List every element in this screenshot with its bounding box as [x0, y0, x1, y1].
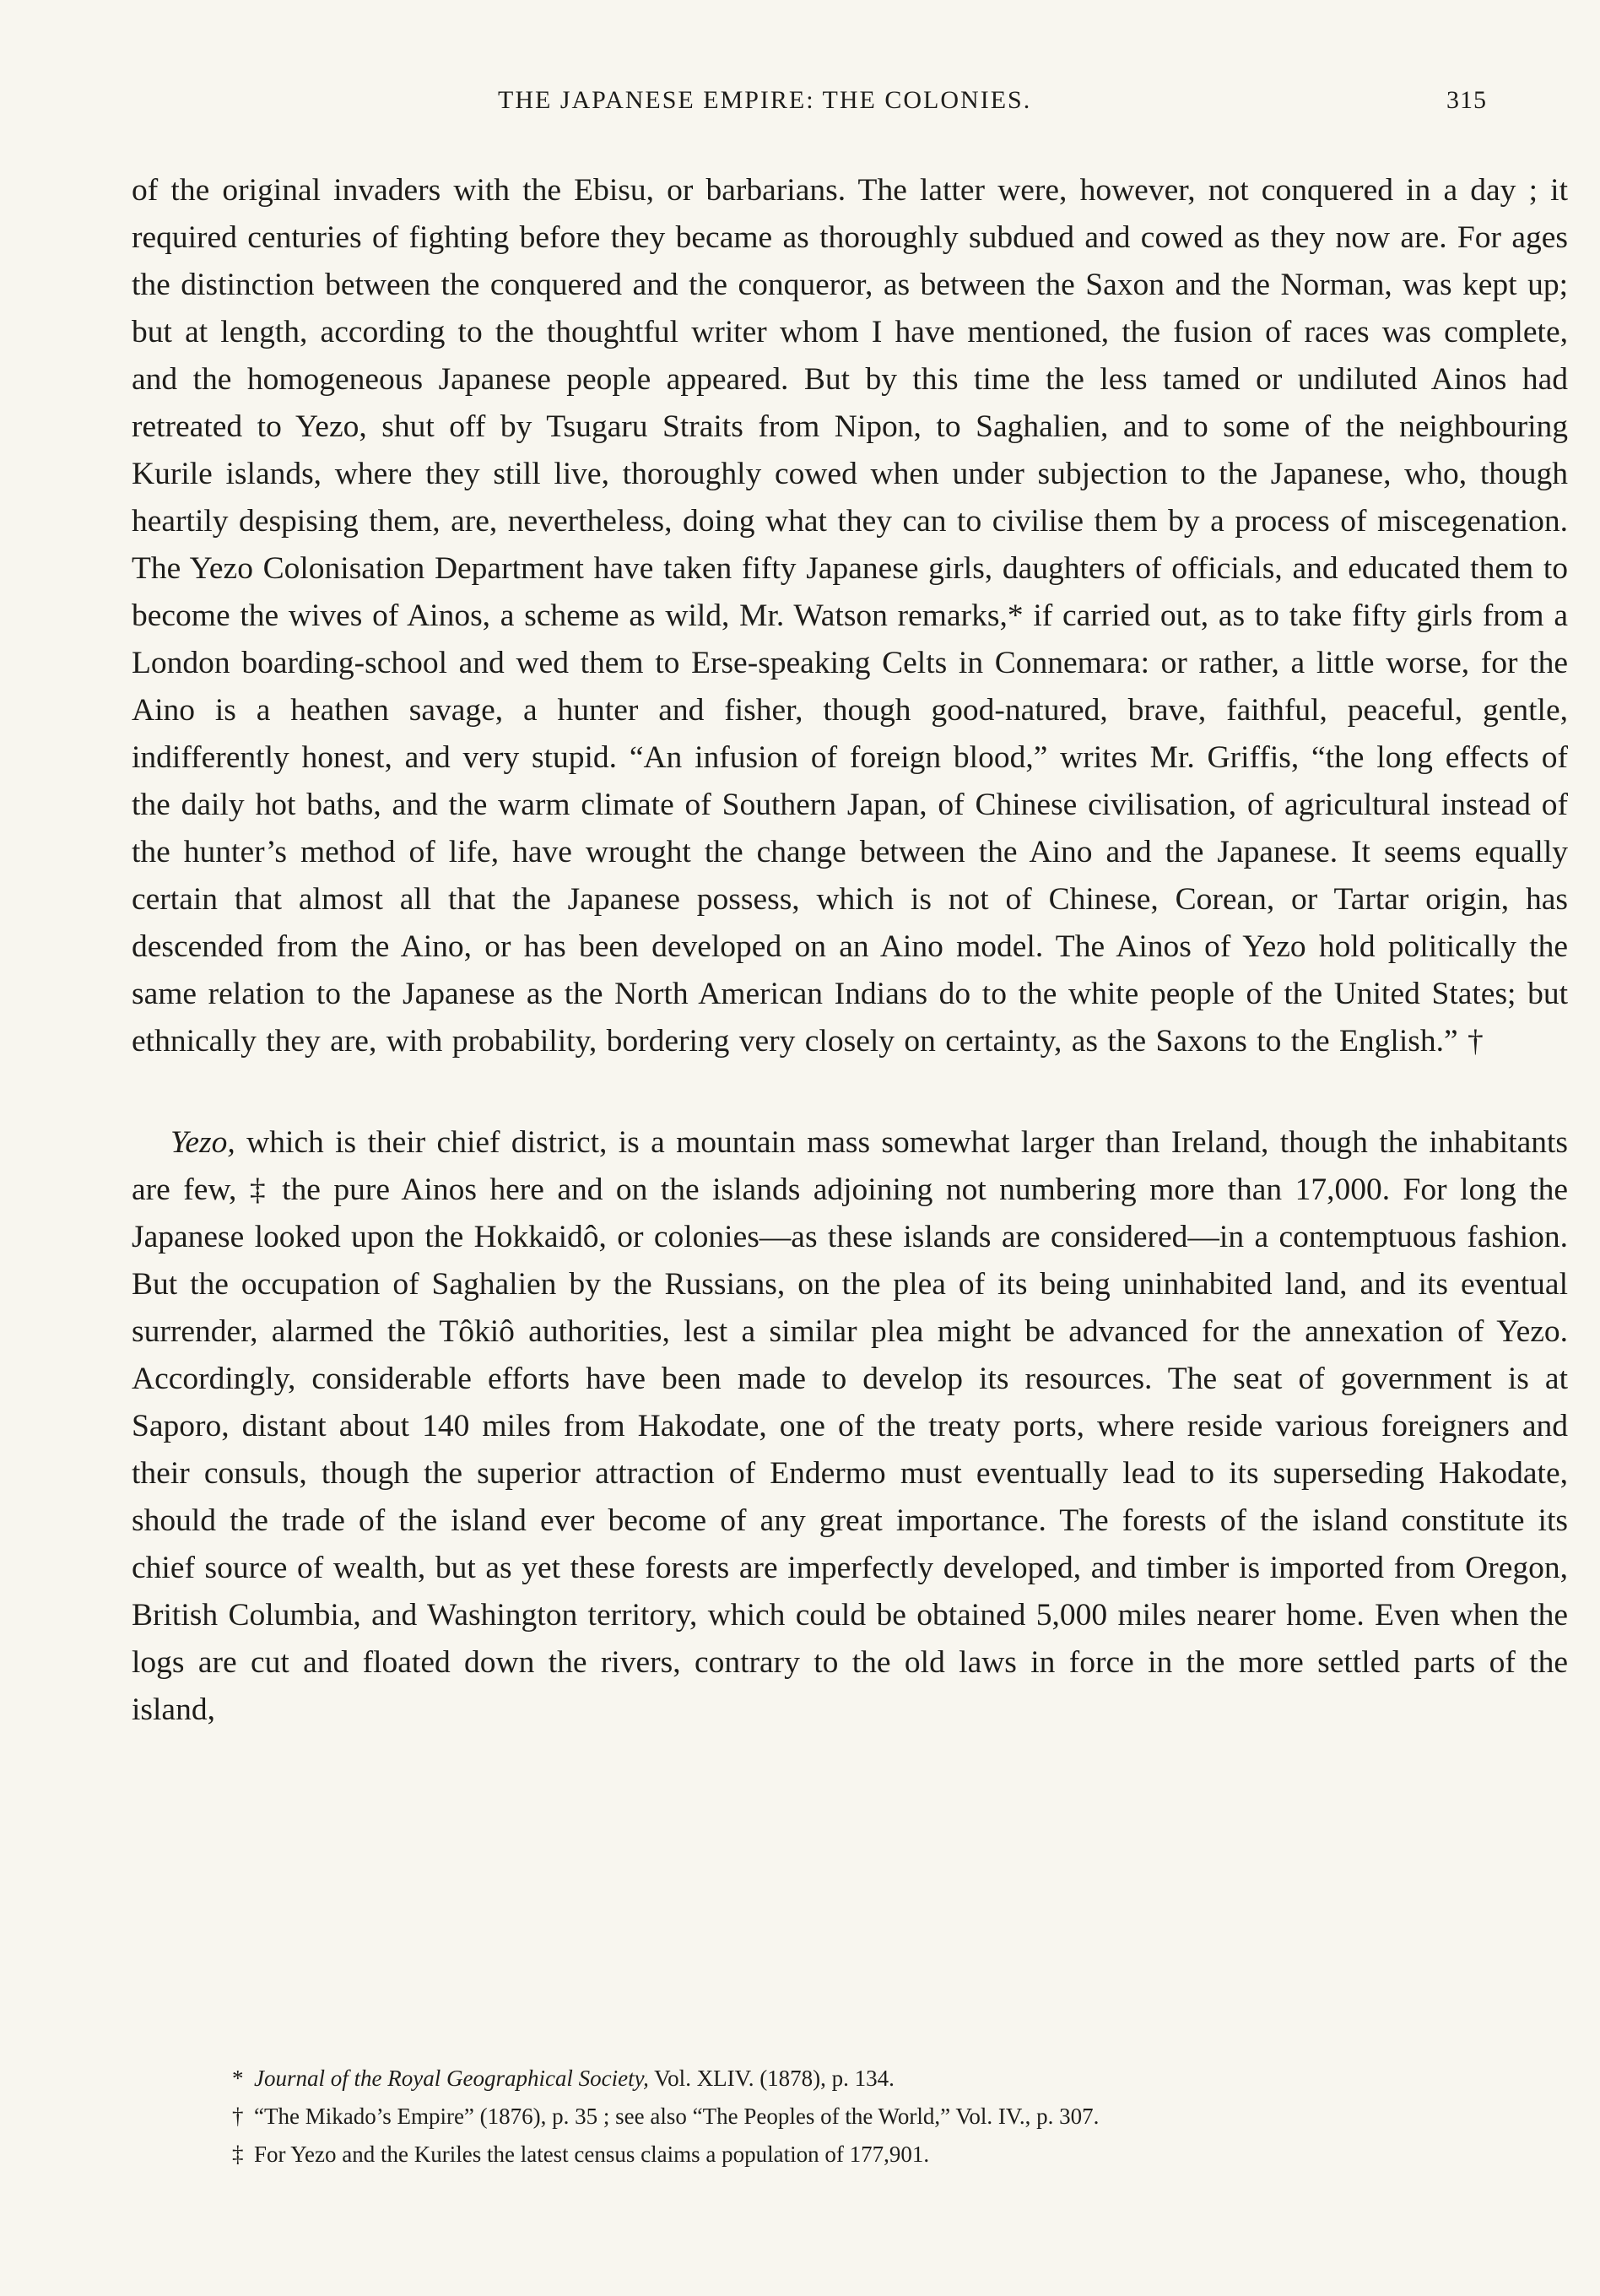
footnote-text: Vol. XLIV. (1878), p. 134.	[648, 2066, 895, 2091]
paragraph-2-text: which is their chief district, is a mountain mass somewhat larger than Ireland, though the inhabitants are few, ‡ the pure Ainos here and on the islands adjoining not numbering more than 17,000. For long the Japanese looked upon the Hokkaidô, or colonies—as these islands are considered—in a contemptuous fashion. But the occupation of Saghalien by the Russians, on the plea of its being uninhabited land, and its eventual surrender, alarmed the Tôkiô authorities, lest a similar plea might be advanced for the annexation of Yezo. Accordingly, considerable efforts have been made to develop its resources. The seat of government is at Saporo, distant about 140 miles from Hakodate, one of the treaty ports, where reside various foreigners and their consuls, though the superior attraction of Endermo must eventually lead to its superseding Hakodate, should the trade of the island ever become of any great importance. The forests of the island constitute its chief source of wealth, but as yet these forests are imperfectly developed, and timber is imported from Oregon, British Columbia, and Washington territory, which could be obtained 5,000 miles nearer home. Even when the logs are cut and floated down the rivers, contrary to the old laws in force in the more settled parts of the island,	[132, 1125, 1568, 1727]
footnote-mark: ‡	[232, 2142, 244, 2167]
chapter-title: THE JAPANESE EMPIRE: THE COLONIES.	[498, 86, 1032, 114]
footnote-mark: †	[232, 2104, 244, 2129]
footnotes	[232, 2060, 1565, 2174]
page-number: 315	[1446, 86, 1487, 114]
footnote-1	[232, 2060, 1565, 2098]
running-header	[498, 86, 1511, 120]
paragraph-2	[132, 1119, 1568, 1734]
footnote-source: Journal of the Royal Geographical Society,	[254, 2066, 649, 2091]
footnote-text: For Yezo and the Kuriles the latest census claims a population of 177,901.	[254, 2142, 930, 2167]
footnote-3	[232, 2136, 1565, 2174]
footnote-2: † “The Mikado’s Empire” (1876), p. 35 ; see also “The Peoples of the World,” Vol. IV., p. 307.	[232, 2098, 1565, 2136]
footnote-mark: *	[232, 2066, 244, 2091]
paragraph-1: of the original invaders with the Ebisu, or barbarians. The latter were, however, not conquered in a day ; it required centuries of fighting before they became as thoroughly subdued and cowed as they now are. For ages the distinction between the conquered and the conqueror, as between the Saxon and the Norman, was kept up; but at length, according to the thoughtful writer whom I have mentioned, the fusion of races was complete, and the homogeneous Japanese people appeared. But by this time the less tamed or undiluted Ainos had retreated to Yezo, shut off by Tsugaru Straits from Nipon, to Saghalien, and to some of the neighbouring Kurile islands, where they still live, thoroughly cowed when under subjection to the Japanese, who, though heartily despising them, are, nevertheless, doing what they can to civilise them by a process of miscegenation. The Yezo Colonisation Department have taken fifty Japanese girls, daughters of officials, and educated them to become the wives of Ainos, a scheme as wild, Mr. Watson remarks,* if carried out, as to take fifty girls from a London boarding-school and wed them to Erse-speaking Celts in Connemara: or rather, a little worse, for the Aino is a heathen savage, a hunter and fisher, though good-natured, brave, faithful, peaceful, gentle, indifferently honest, and very stupid. “An infusion of foreign blood,” writes Mr. Griffis, “the long effects of the daily hot baths, and the warm climate of Southern Japan, of Chinese civilisation, of agricultural instead of the hunter’s method of life, have wrought the change between the Aino and the Japanese. It seems equally certain that almost all that the Japanese possess, which is not of Chinese, Corean, or Tartar origin, has descended from the Aino, or has been developed on an Aino model. The Ainos of Yezo hold politically the same relation to the Japanese as the North American Indians do to the white people of the United States; but ethnically they are, with probability, bordering very closely on certainty, as the Saxons to the English.” †	[132, 173, 1568, 1059]
paragraph-2-lead: Yezo,	[170, 1125, 235, 1160]
body-text	[132, 167, 1568, 1734]
footnote-text: The Mikado’s Empire” (1876), p. 35 ; see also “The Peoples of the World,” Vol. IV., p. 307.	[263, 2104, 1100, 2129]
